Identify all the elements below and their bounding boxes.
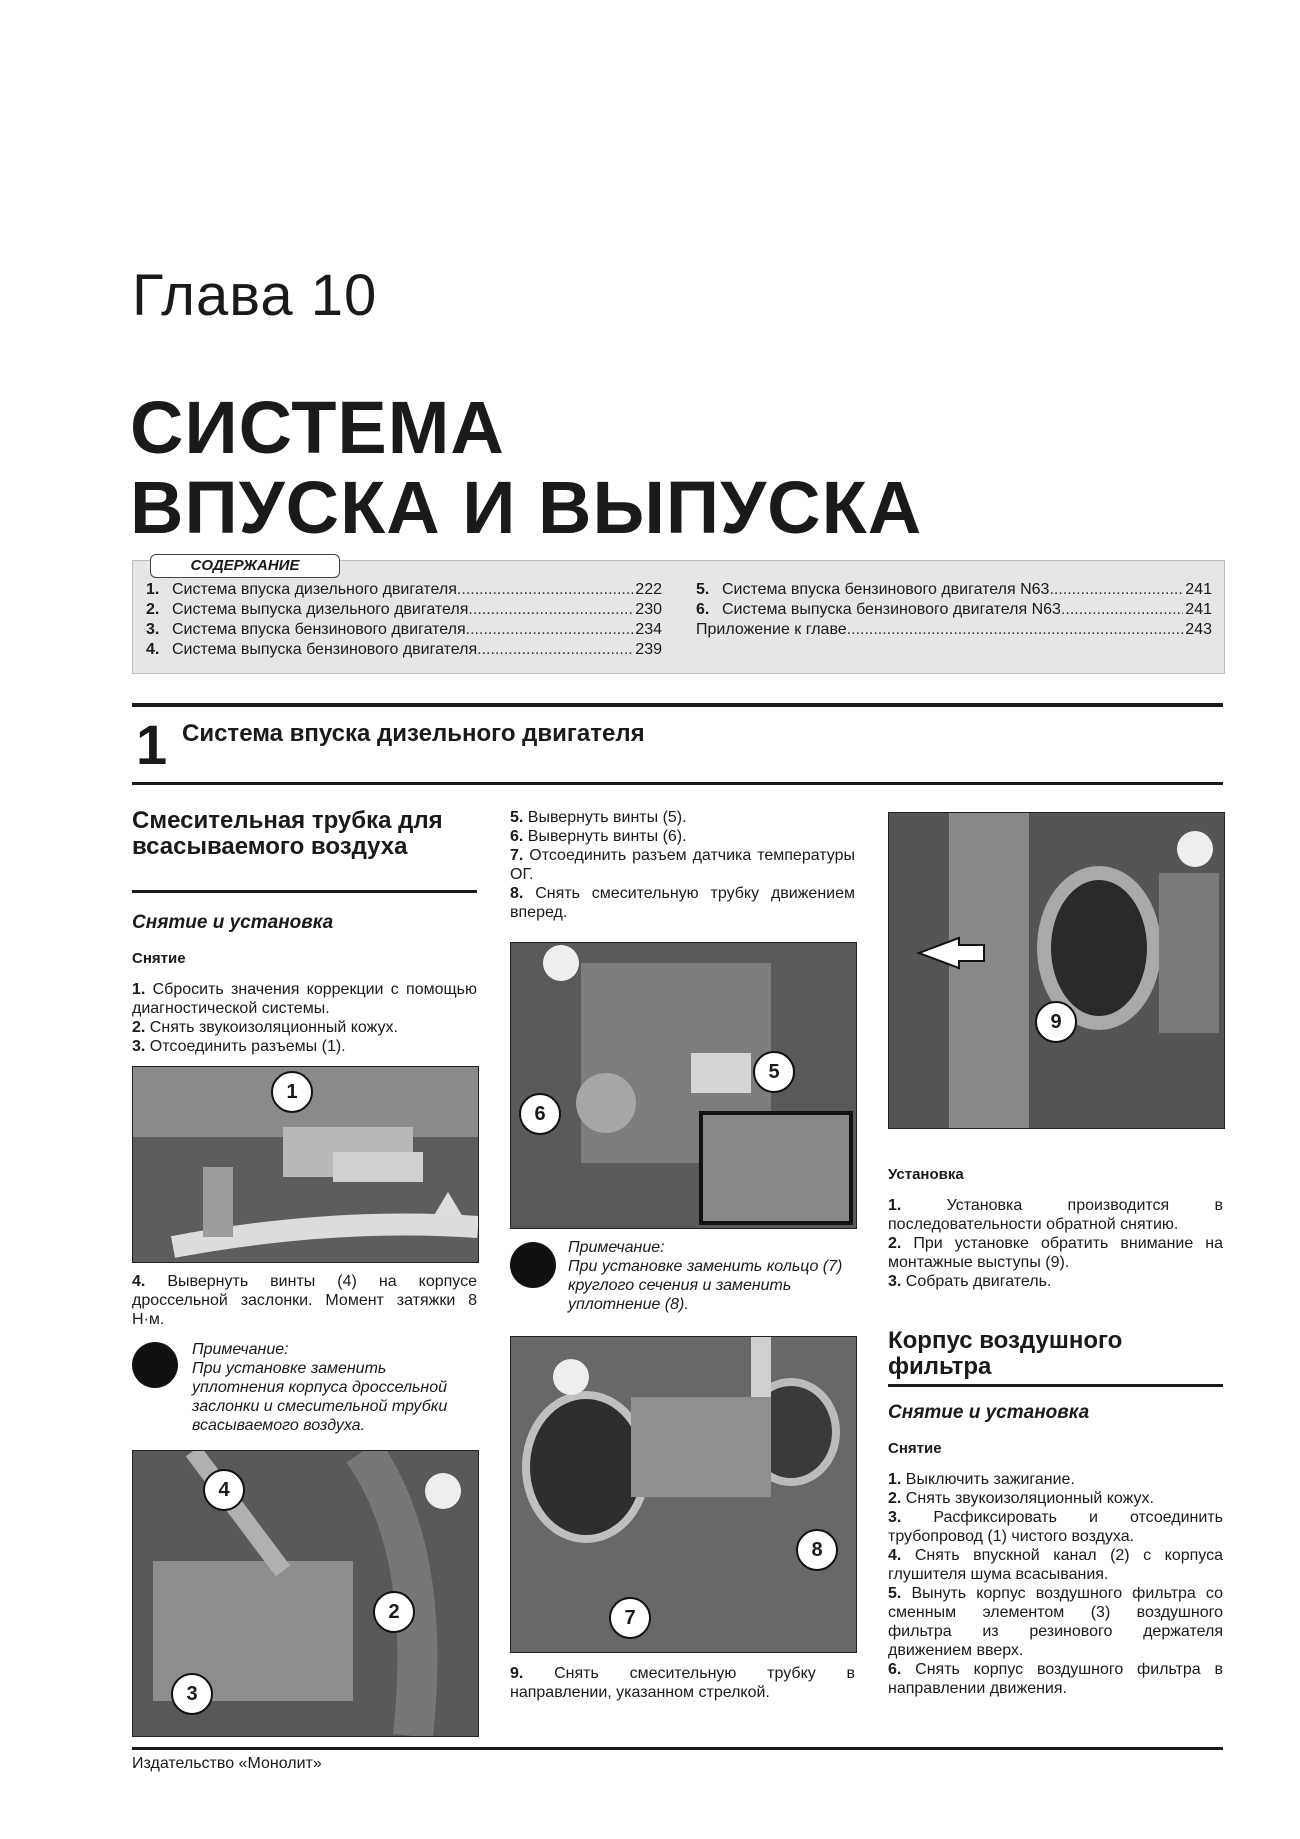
step-item: 1. Установка производится в последовательности обратной снятию. bbox=[888, 1197, 1223, 1233]
toc-item[interactable]: 6. Система выпуска бензинового двигателя N63 ..... 241 bbox=[696, 600, 1212, 620]
note-seal bbox=[568, 1238, 855, 1314]
heading-mixing-pipe: Смесительная трубка для всасываемого воздуха bbox=[132, 807, 443, 860]
contents-right-column bbox=[696, 580, 1212, 640]
step-item: 5. Вынуть корпус воздушного фильтра со сменным элементом (3) воздушного фильтра из резинового держателя движением вверх. bbox=[888, 1585, 1224, 1659]
toc-item[interactable]: 3. Система впуска бензинового двигателя ..... 234 bbox=[146, 620, 662, 640]
chapter-title-line1: СИСТЕМА bbox=[130, 386, 505, 469]
step-item: 2. Снять звукоизоляционный кожух. bbox=[888, 1490, 1154, 1507]
photo-throttle-screws bbox=[132, 1450, 479, 1737]
callout-9: 9 bbox=[1035, 1001, 1077, 1043]
installation-label: Установка bbox=[888, 1166, 964, 1183]
note-text: При установке заменить кольцо (7) круглого сечения и заменить уплотнение (8). bbox=[568, 1258, 843, 1313]
photo-mounting-graphic bbox=[889, 813, 1224, 1128]
steps-list bbox=[888, 1470, 1223, 1698]
heading-rule bbox=[132, 890, 477, 893]
callout-2: 2 bbox=[373, 1591, 415, 1633]
step-4: 4. Вывернуть винты (4) на корпусе дроссельной заслонки. Момент затяжки 8 Н·м. bbox=[132, 1273, 477, 1328]
step-item: 8. Снять смесительную трубку движением вперед. bbox=[510, 885, 856, 921]
publisher-footer: Издательство «Монолит» bbox=[132, 1755, 322, 1772]
section-rule-top bbox=[132, 703, 1223, 707]
photo-mounting-lugs bbox=[888, 812, 1225, 1129]
step-item: 7. Отсоединить разъем датчика температуры ОГ. bbox=[510, 847, 856, 883]
photo-seal-ring bbox=[510, 1336, 857, 1653]
step-item: 6. Вывернуть винты (6). bbox=[510, 828, 687, 845]
note-label: Примечание: bbox=[192, 1341, 289, 1358]
note-label: Примечание: bbox=[568, 1239, 665, 1256]
step-item: 6. Снять корпус воздушного фильтра в направлении движения. bbox=[888, 1661, 1224, 1697]
chapter-number: Глава 10 bbox=[132, 263, 378, 328]
step-item: 5. Вывернуть винты (5). bbox=[510, 809, 687, 826]
heading-air-filter-housing: Корпус воздушного фильтра bbox=[888, 1327, 1123, 1380]
photo-mixing-pipe-screws bbox=[510, 942, 857, 1229]
toc-item[interactable]: 2. Система выпуска дизельного двигателя ..... 230 bbox=[146, 600, 662, 620]
removal-label: Снятие bbox=[888, 1440, 942, 1457]
steps-list bbox=[132, 980, 477, 1056]
footer-rule bbox=[132, 1747, 1223, 1750]
note-icon bbox=[132, 1342, 178, 1388]
contents-left-column bbox=[146, 580, 662, 660]
photo-connectors bbox=[132, 1066, 479, 1263]
step-item: 3. Отсоединить разъемы (1). bbox=[132, 1038, 346, 1055]
callout-1: 1 bbox=[271, 1071, 313, 1113]
subheading-removal-installation: Снятие и установка bbox=[888, 1402, 1090, 1423]
photo-mixing-pipe-graphic bbox=[511, 943, 856, 1228]
photo-seal-graphic bbox=[511, 1337, 856, 1652]
install-steps-list bbox=[888, 1196, 1223, 1291]
callout-3: 3 bbox=[171, 1673, 213, 1715]
contents-label: СОДЕРЖАНИЕ bbox=[150, 554, 340, 578]
step-item: 3. Расфиксировать и отсоединить трубопровод (1) чистого воздуха. bbox=[888, 1509, 1223, 1545]
subheading-removal-installation: Снятие и установка bbox=[132, 912, 334, 933]
callout-4: 4 bbox=[203, 1469, 245, 1511]
callout-7: 7 bbox=[609, 1597, 651, 1639]
callout-6: 6 bbox=[519, 1093, 561, 1135]
chapter-title-line2: ВПУСКА И ВЫПУСКА bbox=[130, 466, 923, 549]
note-throttle bbox=[192, 1340, 477, 1435]
note-icon bbox=[510, 1242, 556, 1288]
heading-rule bbox=[888, 1384, 1223, 1387]
step-item: 1. Сбросить значения коррекции с помощью диагностической системы. bbox=[132, 981, 477, 1017]
step-9: 9. Снять смесительную трубку в направлении, указанном стрелкой. bbox=[510, 1665, 855, 1701]
toc-item[interactable]: 4. Система выпуска бензинового двигателя ..... 239 bbox=[146, 640, 662, 660]
callout-5: 5 bbox=[753, 1051, 795, 1093]
removal-label: Снятие bbox=[132, 950, 186, 967]
toc-item[interactable]: 5. Система впуска бензинового двигателя N63 ..... 241 bbox=[696, 580, 1212, 600]
chapter-title bbox=[130, 388, 922, 548]
steps-list bbox=[510, 808, 855, 922]
callout-8: 8 bbox=[796, 1529, 838, 1571]
step-item: 2. При установке обратить внимание на монтажные выступы (9). bbox=[888, 1235, 1223, 1271]
step-item: 4. Снять впускной канал (2) с корпуса глушителя шума всасывания. bbox=[888, 1547, 1223, 1583]
step-item: 2. Снять звукоизоляционный кожух. bbox=[132, 1019, 398, 1036]
note-text: При установке заменить уплотнения корпуса дроссельной заслонки и смесительной трубки всасываемого воздуха. bbox=[192, 1360, 448, 1434]
step-item: 3. Собрать двигатель. bbox=[888, 1273, 1052, 1290]
toc-item[interactable]: Приложение к главе ..... 243 bbox=[696, 620, 1212, 640]
section-number: 1 bbox=[136, 713, 168, 776]
toc-item[interactable]: 1. Система впуска дизельного двигателя ..... 222 bbox=[146, 580, 662, 600]
section-title: Система впуска дизельного двигателя bbox=[182, 720, 645, 747]
step-item: 1. Выключить зажигание. bbox=[888, 1471, 1075, 1488]
section-rule-bottom bbox=[132, 782, 1223, 785]
